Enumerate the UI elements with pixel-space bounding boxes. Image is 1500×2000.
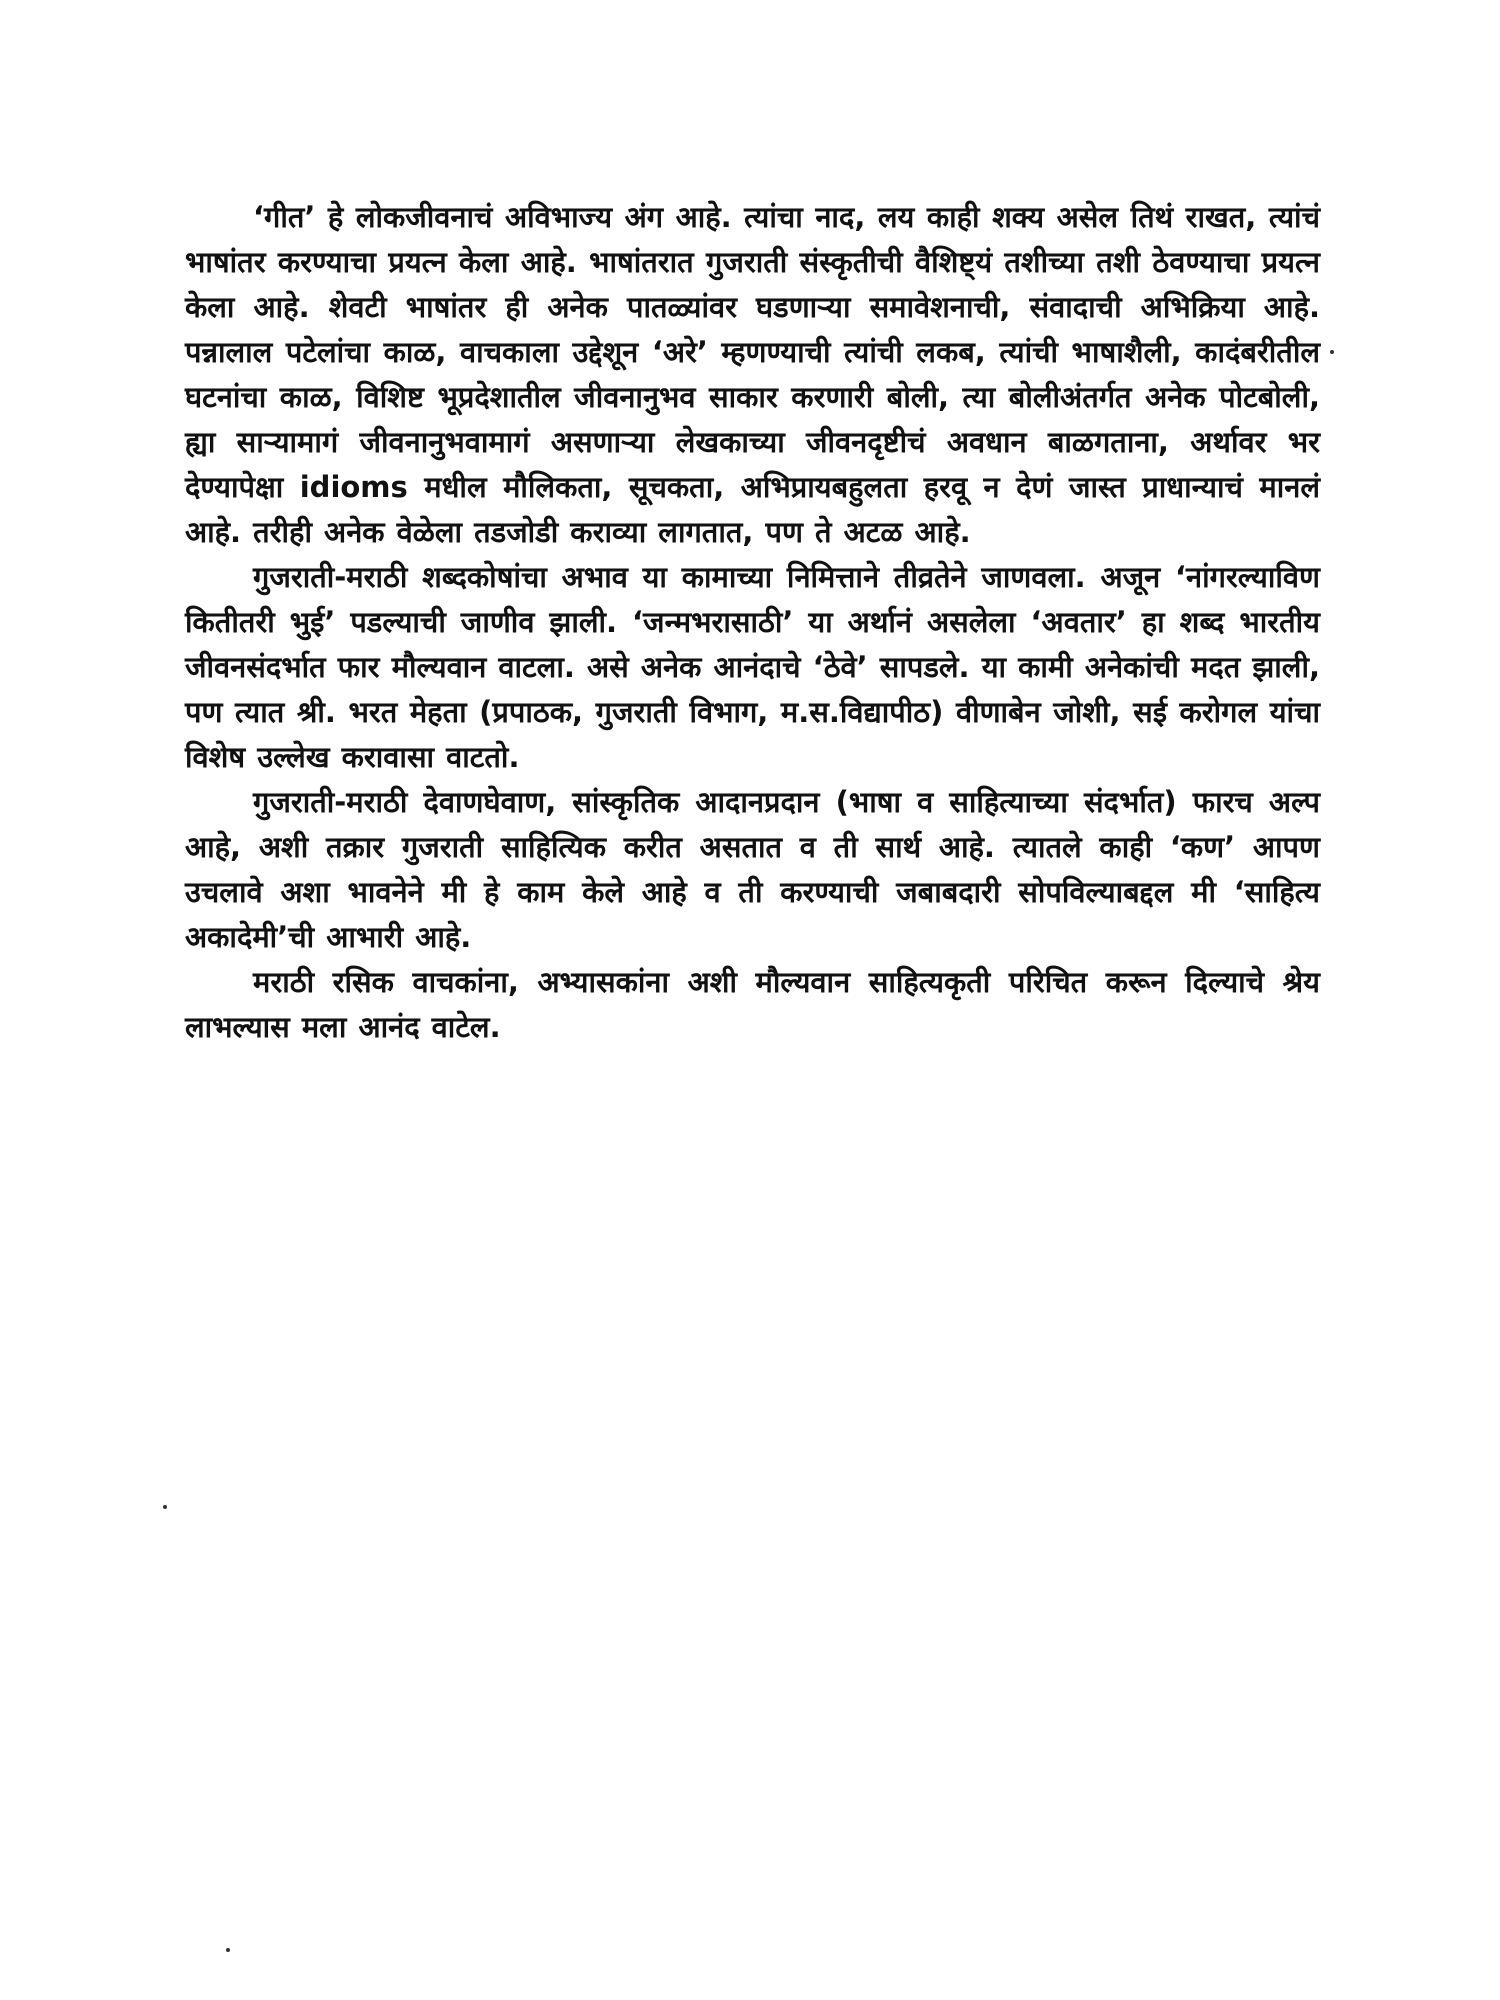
scan-speck	[1330, 350, 1334, 354]
paragraph-3: गुजराती-मराठी देवाणघेवाण, सांस्कृतिक आदानप्रदान (भाषा व साहित्याच्या संदर्भात) फारच अल्प आहे, अशी तक्रार गुजराती साहित्यिक करीत असतात व ती सार्थ आहे. त्यातले काही ‘कण’ आपण उचलावे अशा भावनेने मी हे काम केले आहे व ती करण्याची जबाबदारी सोपविल्याबद्दल मी ‘साहित्य अकादेमी’ची आभारी आहे.	[185, 785, 1320, 954]
paragraph-1: ‘गीत’ हे लोकजीवनाचं अविभाज्य अंग आहे. त्यांचा नाद, लय काही शक्य असेल तिथं राखत, त्यांचं भाषांतर करण्याचा प्रयत्न केला आहे. भाषांतरात गुजराती संस्कृतीची वैशिष्ट्यं तशीच्या तशी ठेवण्याचा प्रयत्न केला आहे. शेवटी भाषांतर ही अनेक पातळ्यांवर घडणाऱ्या समावेशनाची, संवादाची अभिक्रिया आहे. पन्नालाल पटेलांचा काळ, वाचकाला उद्देशून ‘अरे’ म्हणण्याची त्यांची लकब, त्यांची भाषाशैली, कादंबरीतील घटनांचा काळ, विशिष्ट भूप्रदेशातील जीवनानुभव साकार करणारी बोली, त्या बोलीअंतर्गत अनेक पोटबोली, ह्या साऱ्यामागं जीवनानुभवामागं असणाऱ्या लेखकाच्या जीवनदृष्टीचं अवधान बाळगताना, अर्थावर भर देण्यापेक्षा idioms मधील मौलिकता, सूचकता, अभिप्रायबहुलता हरवू न देणं जास्त प्राधान्याचं मानलं आहे. तरीही अनेक वेळेला तडजोडी कराव्या लागतात, पण ते अटळ आहे.	[185, 200, 1320, 549]
body-text	[185, 195, 1320, 1050]
scan-speck	[226, 1948, 230, 1952]
scan-speck	[163, 1505, 167, 1509]
paragraph-2: गुजराती-मराठी शब्दकोषांचा अभाव या कामाच्या निमित्ताने तीव्रतेने जाणवला. अजून ‘नांगरल्याविण कितीतरी भुई’ पडल्याची जाणीव झाली. ‘जन्मभरासाठी’ या अर्थानं असलेला ‘अवतार’ हा शब्द भारतीय जीवनसंदर्भात फार मौल्यवान वाटला. असे अनेक आनंदाचे ‘ठेवे’ सापडले. या कामी अनेकांची मदत झाली, पण त्यात श्री. भरत मेहता (प्रपाठक, गुजराती विभाग, म.स.विद्यापीठ) वीणाबेन जोशी, सई करोगल यांचा विशेष उल्लेख करावासा वाटतो.	[185, 560, 1320, 774]
paragraph-4: मराठी रसिक वाचकांना, अभ्यासकांना अशी मौल्यवान साहित्यकृती परिचित करून दिल्याचे श्रेय लाभल्यास मला आनंद वाटेल.	[185, 965, 1320, 1044]
